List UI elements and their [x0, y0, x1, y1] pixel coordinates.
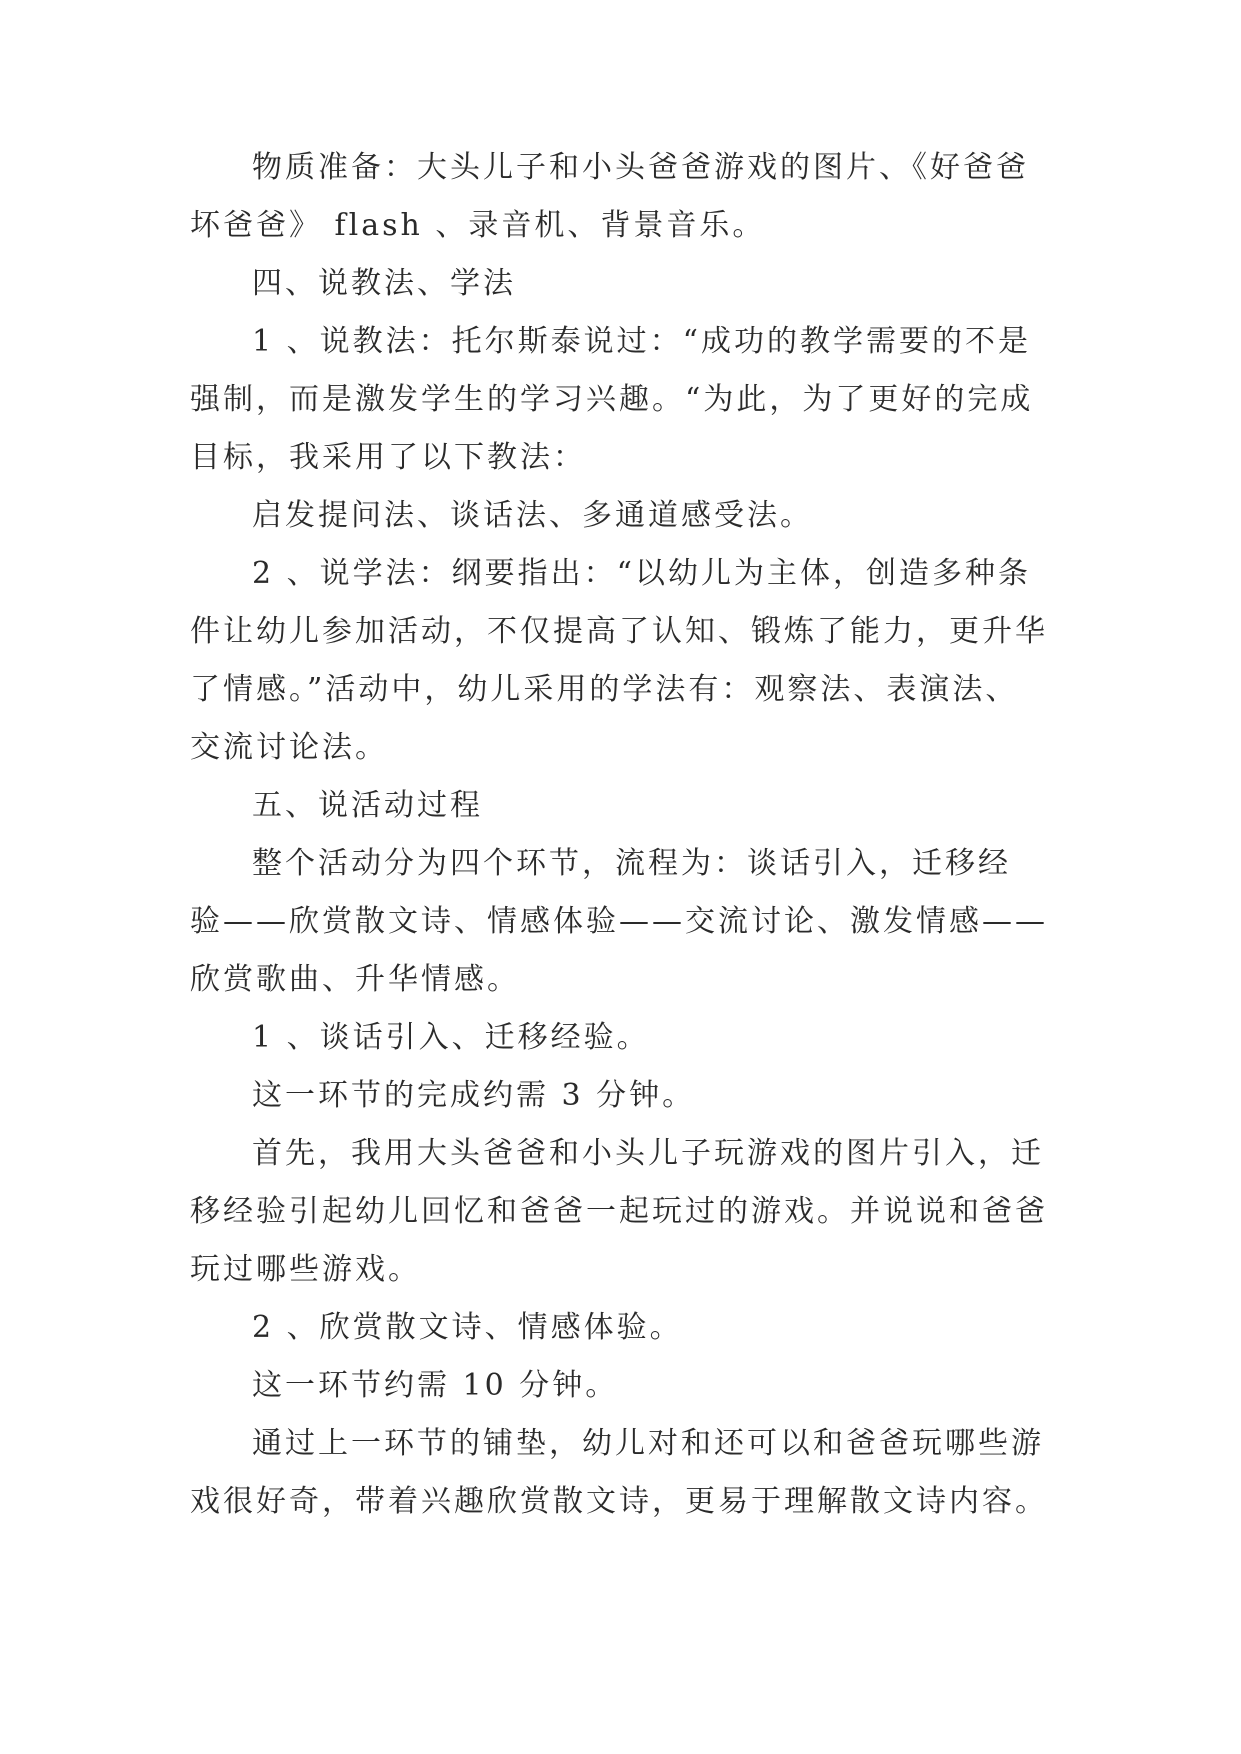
text-line: 1 、谈话引入、迁移经验。 [252, 1020, 650, 1055]
section-heading: 四、说教法、学法 [252, 266, 516, 301]
text-line: 2 、欣赏散文诗、情感体验。 [252, 1310, 683, 1345]
text-line: 坏爸爸》 flash 、录音机、背景音乐。 [190, 208, 766, 243]
section-heading: 五、说活动过程 [252, 788, 483, 823]
text-line: 2 、说学法：纲要指出：“以幼儿为主体，创造多种条 [252, 556, 1031, 591]
text-line: 验——欣赏散文诗、情感体验——交流讨论、激发情感—— [190, 904, 1048, 939]
text-line: 移经验引起幼儿回忆和爸爸一起玩过的游戏。并说说和爸爸 [190, 1194, 1048, 1229]
text-line: 强制，而是激发学生的学习兴趣。“为此，为了更好的完成 [190, 382, 1034, 417]
text-line: 整个活动分为四个环节，流程为：谈话引入，迁移经 [252, 846, 1011, 881]
text-line: 欣赏歌曲、升华情感。 [190, 962, 520, 997]
text-line: 戏很好奇，带着兴趣欣赏散文诗，更易于理解散文诗内容。 [190, 1484, 1048, 1519]
text-line: 通过上一环节的铺垫，幼儿对和还可以和爸爸玩哪些游 [252, 1426, 1044, 1461]
text-line: 物质准备：大头儿子和小头爸爸游戏的图片、《好爸爸 [252, 150, 1029, 185]
text-line: 首先，我用大头爸爸和小头儿子玩游戏的图片引入，迁 [252, 1136, 1044, 1171]
text-line: 了情感。”活动中，幼儿采用的学法有：观察法、表演法、 [190, 672, 1019, 707]
text-line: 件让幼儿参加活动，不仅提高了认知、锻炼了能力，更升华 [190, 614, 1048, 649]
text-line: 玩过哪些游戏。 [190, 1252, 421, 1287]
text-line: 这一环节约需 10 分钟。 [252, 1368, 619, 1403]
text-line: 启发提问法、谈话法、多通道感受法。 [252, 498, 813, 533]
text-line: 目标，我采用了以下教法： [190, 440, 586, 475]
text-line: 这一环节的完成约需 3 分钟。 [252, 1078, 696, 1113]
text-line: 交流讨论法。 [190, 730, 388, 765]
text-line: 1 、说教法：托尔斯泰说过：“成功的教学需要的不是 [252, 324, 1031, 359]
